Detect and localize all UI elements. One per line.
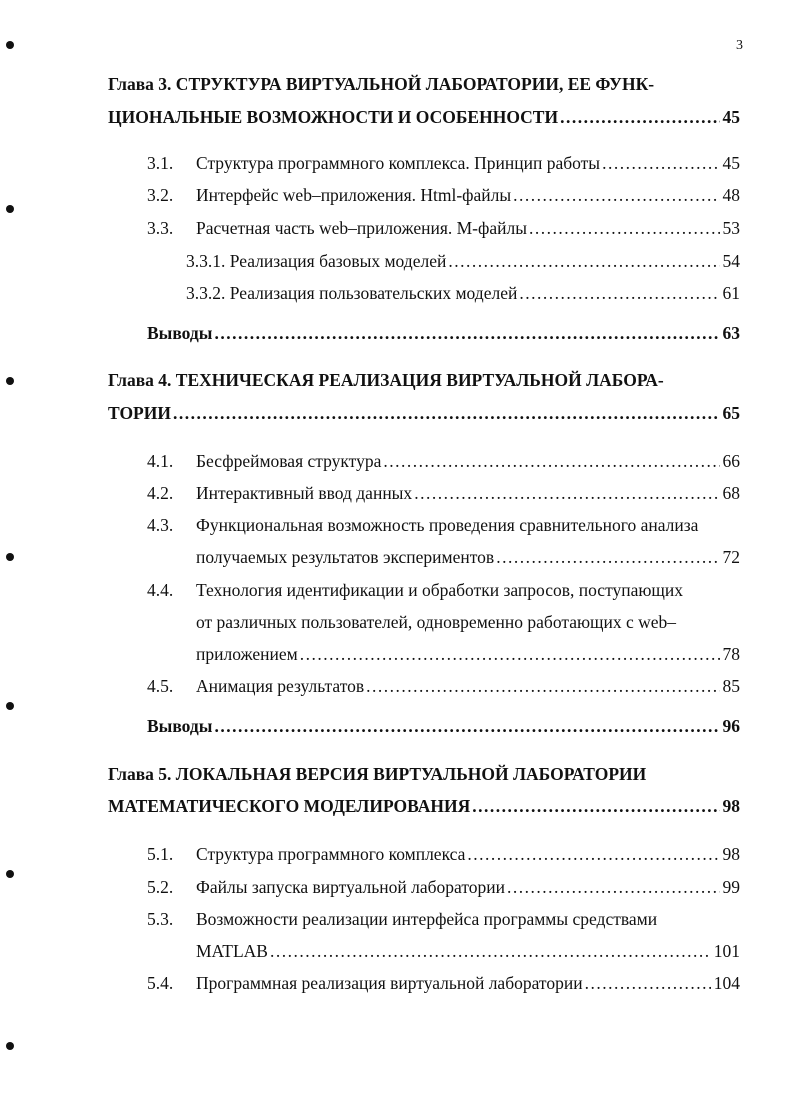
toc-conclusions[interactable]: Выводы ..... 63 [147, 322, 740, 344]
toc-entry[interactable]: 4.5. Анимация результатов ..... 85 [147, 675, 740, 697]
chapter-heading[interactable]: ТОРИИ ..... 65 [108, 402, 740, 424]
page-ref: 45 [722, 107, 740, 127]
chapter-heading[interactable]: МАТЕМАТИЧЕСКОГО МОДЕЛИРОВАНИЯ ..... 98 [108, 795, 740, 817]
toc-entry[interactable]: 5.1. Структура программного комплекса ..... 98 [147, 843, 740, 865]
toc-entry[interactable]: 5.2. Файлы запуска виртуальной лаборатории ..... 99 [147, 876, 740, 898]
chapter-heading: Глава 5. ЛОКАЛЬНАЯ ВЕРСИЯ ВИРТУАЛЬНОЙ ЛАБОРАТОРИИ [108, 764, 647, 784]
page-ref: 98 [722, 844, 740, 864]
binder-hole [6, 377, 14, 385]
page-ref: 72 [722, 547, 740, 567]
page-ref: 45 [722, 153, 740, 173]
page-ref: 99 [722, 877, 740, 897]
toc-entry[interactable]: 4.1. Бесфреймовая структура ..... 66 [147, 450, 740, 472]
page-ref: 96 [722, 716, 740, 736]
page-ref: 78 [722, 644, 740, 664]
toc-entry[interactable]: 3.3. Расчетная часть web–приложения. М-файлы ..... 53 [147, 217, 740, 239]
toc-entry: 5.3. Возможности реализации интерфейса программы средствами [147, 909, 658, 929]
toc-entry-continuation[interactable]: приложением ..... 78 [196, 643, 740, 665]
page-ref: 65 [722, 403, 740, 423]
page-ref: 53 [722, 218, 740, 238]
toc-entry[interactable]: 5.4. Программная реализация виртуальной лаборатории ..... 104 [147, 972, 740, 994]
chapter-heading: Глава 3. СТРУКТУРА ВИРТУАЛЬНОЙ ЛАБОРАТОРИИ, ЕЕ ФУНК- [108, 74, 655, 94]
toc-entry-continuation[interactable]: получаемых результатов экспериментов ..... 72 [196, 546, 740, 568]
toc-subentry[interactable]: 3.3.1. Реализация базовых моделей ..... 54 [186, 250, 740, 272]
toc-conclusions[interactable]: Выводы ..... 96 [147, 715, 740, 737]
binder-hole [6, 702, 14, 710]
binder-hole [6, 553, 14, 561]
toc-subentry[interactable]: 3.3.2. Реализация пользовательских моделей ..... 61 [186, 282, 740, 304]
page-ref: 104 [713, 973, 740, 993]
toc-entry[interactable]: 3.1. Структура программного комплекса. Принцип работы ..... 45 [147, 152, 740, 174]
page-ref: 68 [722, 483, 740, 503]
toc-entry-continuation: от различных пользователей, одновременно работающих с web– [196, 612, 677, 632]
toc-entry: 4.4. Технология идентификации и обработки запросов, поступающих [147, 580, 684, 600]
chapter-heading: Глава 4. ТЕХНИЧЕСКАЯ РЕАЛИЗАЦИЯ ВИРТУАЛЬНОЙ ЛАБОРА- [108, 370, 664, 390]
toc-entry[interactable]: 4.2. Интерактивный ввод данных ..... 68 [147, 482, 740, 504]
toc-entry: 4.3. Функциональная возможность проведения сравнительного анализа [147, 515, 699, 535]
binder-hole [6, 205, 14, 213]
toc-entry[interactable]: 3.2. Интерфейс web–приложения. Html-файлы ..... 48 [147, 184, 740, 206]
page-ref: 54 [722, 251, 740, 271]
page-ref: 61 [722, 283, 740, 303]
binder-hole [6, 1042, 14, 1050]
page-ref: 66 [722, 451, 740, 471]
page-ref: 101 [713, 941, 740, 961]
page-number: 3 [736, 38, 743, 53]
page-ref: 63 [722, 323, 740, 343]
page-ref: 48 [722, 185, 740, 205]
page-ref: 98 [722, 796, 740, 816]
binder-hole [6, 41, 14, 49]
toc-entry-continuation[interactable]: MATLAB ..... 101 [196, 940, 740, 962]
chapter-heading[interactable]: ЦИОНАЛЬНЫЕ ВОЗМОЖНОСТИ И ОСОБЕННОСТИ ..... 45 [108, 106, 740, 128]
page-ref: 85 [722, 676, 740, 696]
binder-hole [6, 870, 14, 878]
